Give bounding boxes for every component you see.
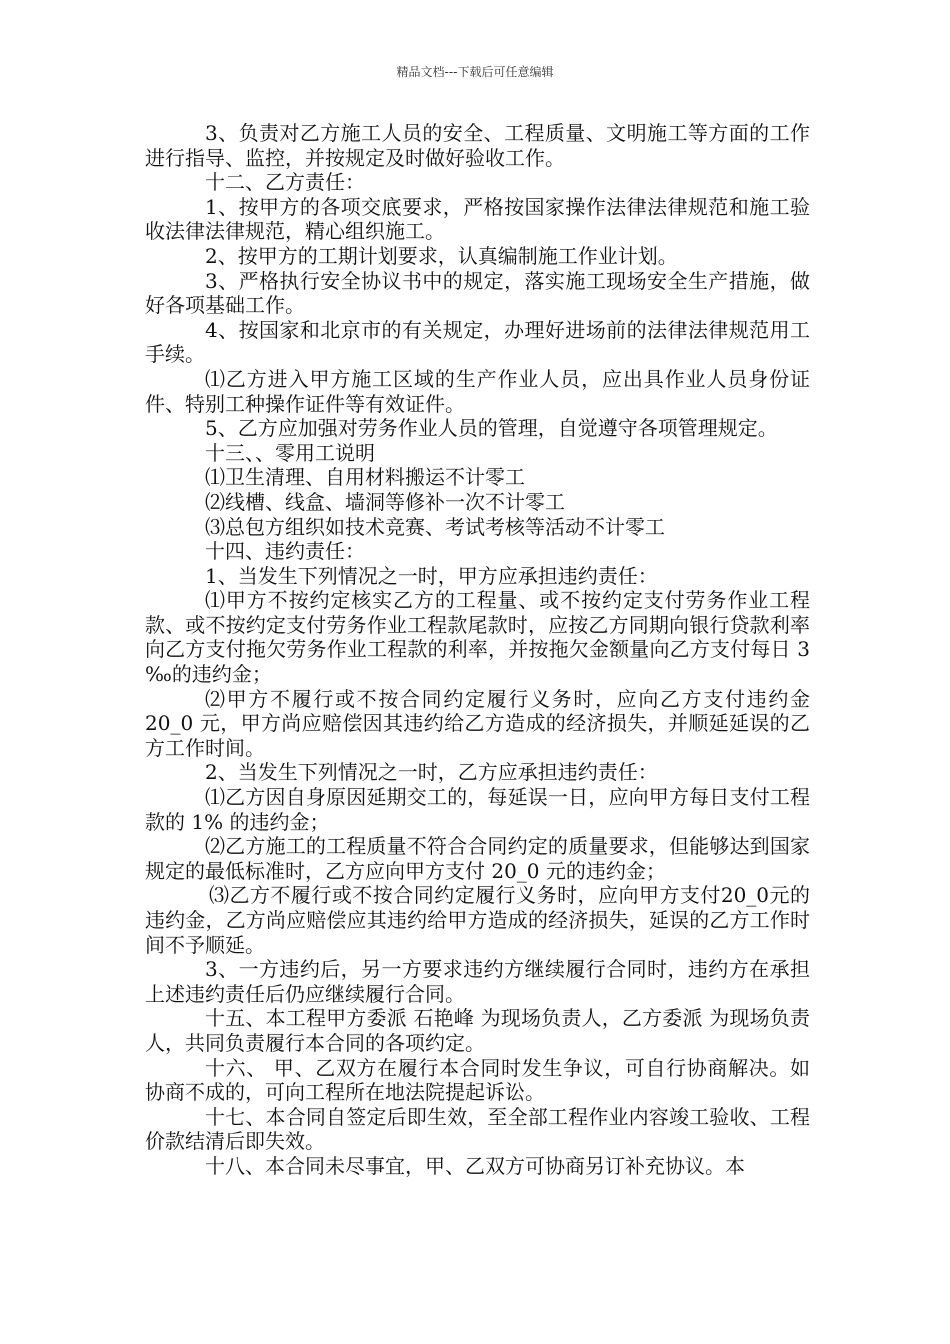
paragraph: 十八、本合同未尽事宜，甲、乙双方可协商另订补充协议。本 (205, 1153, 745, 1178)
paragraph: 十三、、零用工说明 (205, 440, 375, 465)
paragraph: ⑶乙方不履行或不按合同约定履行义务时，应向甲方支付20_0元的违约金，乙方尚应赔偿应其违约给甲方造成的经济损失，延误的乙方工作时间不予顺延。 (145, 883, 810, 957)
paragraph: 1、当发生下列情况之一时，甲方应承担违约责任： (205, 563, 658, 588)
document-body (145, 121, 810, 1179)
paragraph: ⑵线槽、线盒、墙洞等修补一次不计零工 (205, 489, 565, 514)
paragraph: ⑵乙方施工的工程质量不符合合同约定的质量要求，但能够达到国家规定的最低标准时，乙方应向甲方支付 20_0 元的违约金； (145, 834, 810, 883)
paragraph: 2、按甲方的工期计划要求，认真编制施工作业计划。 (205, 243, 678, 268)
paragraph: ⑵甲方不履行或不按合同约定履行义务时，应向乙方支付违约金 20_0 元，甲方尚应赔偿因其违约给乙方造成的经济损失，并顺延延误的乙方工作时间。 (145, 686, 810, 760)
paragraph: 3、一方违约后，另一方要求违约方继续履行合同时，违约方在承担上述违约责任后仍应继续履行合同。 (145, 957, 810, 1006)
paragraph: ⑴乙方因自身原因延期交工的，每延误一日，应向甲方每日支付工程款的 1% 的违约金； (145, 785, 810, 834)
paragraph: ⑴甲方不按约定核实乙方的工程量、或不按约定支付劳务作业工程款、或不按约定支付劳务作业工程款尾款时，应按乙方同期向银行贷款利率向乙方支付拖欠劳务作业工程款的利率，并按拖欠金额量向乙方支付每日 3 ‰的违约金； (145, 588, 810, 687)
paragraph: 十五、本工程甲方委派 石艳峰 为现场负责人，乙方委派 为现场负责人，共同负责履行本合同的各项约定。 (145, 1006, 810, 1055)
paragraph: 十七、本合同自签定后即生效，至全部工程作业内容竣工验收、工程价款结清后即失效。 (145, 1104, 810, 1154)
paragraph: ⑶总包方组织如技术竞赛、考试考核等活动不计零工 (205, 514, 665, 539)
paragraph: 2、当发生下列情况之一时，乙方应承担违约责任： (205, 760, 658, 785)
paragraph: 5、乙方应加强对劳务作业人员的管理，自觉遵守各项管理规定。 (205, 416, 778, 441)
paragraph: 3、负责对乙方施工人员的安全、工程质量、文明施工等方面的工作进行指导、监控，并按规定及时做好验收工作。 (145, 121, 810, 170)
paragraph: 十六、 甲、乙双方在履行本合同时发生争议，可自行协商解决。如协商不成的，可向工程所在地法院提起诉讼。 (145, 1055, 810, 1105)
paragraph: 十四、违约责任： (205, 539, 365, 564)
page-header: 精品文档---下载后可任意编辑 (396, 65, 554, 79)
paragraph: ⑴卫生清理、自用材料搬运不计零工 (205, 465, 525, 490)
paragraph: 3、严格执行安全协议书中的规定，落实施工现场安全生产措施，做好各项基础工作。 (145, 268, 810, 318)
paragraph: 1、按甲方的各项交底要求，严格按国家操作法律法律规范和施工验收法律法律规范，精心组织施工。 (145, 194, 810, 244)
paragraph: 十二、乙方责任： (205, 170, 365, 195)
paragraph: 4、按国家和北京市的有关规定，办理好进场前的法律法律规范用工手续。 (145, 317, 810, 367)
paragraph: ⑴乙方进入甲方施工区域的生产作业人员，应出具作业人员身份证件、特别工种操作证件等有效证件。 (145, 366, 810, 416)
